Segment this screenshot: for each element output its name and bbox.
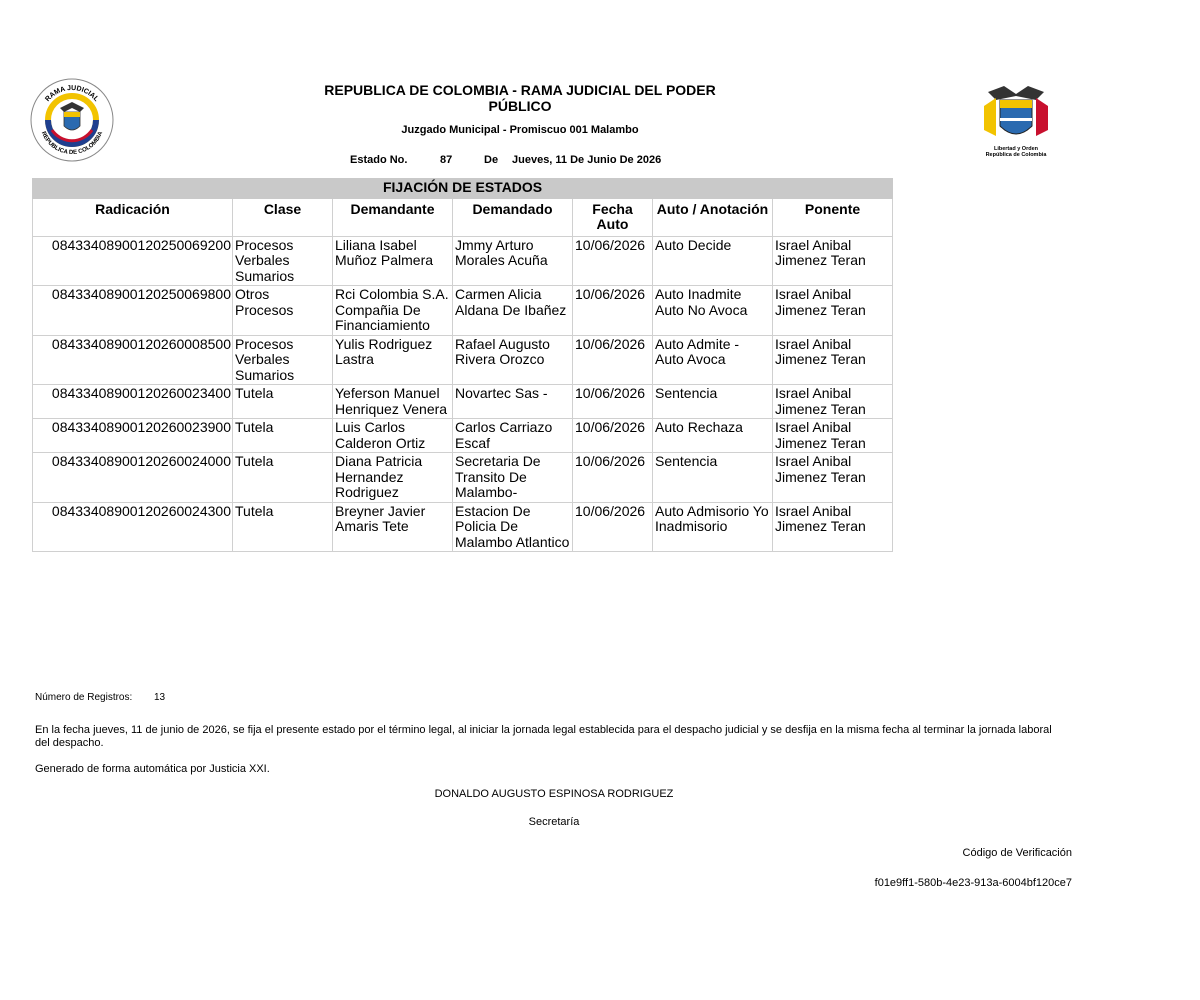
ponente-cell: Israel Anibal Jimenez Teran (773, 453, 893, 503)
table-header-row (33, 198, 893, 236)
svg-text:REPUBLICA DE COLOMBIA: REPUBLICA DE COLOMBIA (39, 130, 105, 157)
table-row (33, 419, 893, 453)
anotacion-cell: Sentencia (653, 453, 773, 503)
radicacion-cell: 08433408900120260024300 (33, 502, 233, 552)
anotacion-cell: Auto Admite - Auto Avoca (653, 335, 773, 385)
radicacion-cell: 08433408900120260008500 (33, 335, 233, 385)
ponente-cell: Israel Anibal Jimenez Teran (773, 335, 893, 385)
demandado-cell: Secretaria De Transito De Malambo- (453, 453, 573, 503)
records-value: 13 (154, 692, 166, 703)
anotacion-cell: Auto Inadmite Auto No Avoca (653, 286, 773, 336)
radicacion-cell: 08433408900120260023900 (33, 419, 233, 453)
column-header: Clase (233, 198, 333, 236)
svg-text:RAMA JUDICIAL: RAMA JUDICIAL (44, 84, 100, 104)
court-name: Juzgado Municipal - Promiscuo 001 Malambo (401, 124, 639, 136)
fecha-auto-cell: 10/06/2026 (573, 453, 653, 503)
clase-cell: Otros Procesos (233, 286, 333, 336)
fecha-auto-cell: 10/06/2026 (573, 385, 653, 419)
rama-judicial-seal (30, 78, 114, 162)
legal-paragraph: En la fecha jueves, 11 de junio de 2026, se fija el presente estado por el término legal, al iniciar la jornada legal establecida para el despacho judicial y se desfija en la misma fecha al terminar la jornada laboral del despacho. (35, 724, 1052, 749)
ponente-cell: Israel Anibal Jimenez Teran (773, 236, 893, 286)
demandado-cell: Jmmy Arturo Morales Acuña (453, 236, 573, 286)
demandado-cell: Rafael Augusto Rivera Orozco (453, 335, 573, 385)
ponente-cell: Israel Anibal Jimenez Teran (773, 502, 893, 552)
column-header: Ponente (773, 198, 893, 236)
fecha-auto-cell: 10/06/2026 (573, 502, 653, 552)
table-banner: FIJACIÓN DE ESTADOS (33, 179, 893, 199)
estados-table (32, 178, 893, 552)
verification-code: f01e9ff1-580b-4e23-913a-6004bf120ce7 (874, 877, 1072, 889)
de-label: De (484, 154, 499, 166)
demandante-cell: Yulis Rodriguez Lastra (333, 335, 453, 385)
table-row (33, 236, 893, 286)
estado-label: Estado No. (350, 154, 408, 166)
records-label: Número de Registros: (35, 692, 133, 703)
signatory-role: Secretaría (528, 816, 580, 828)
column-header: Demandado (453, 198, 573, 236)
demandante-cell: Yeferson Manuel Henriquez Venera (333, 385, 453, 419)
clase-cell: Tutela (233, 419, 333, 453)
table-row (33, 385, 893, 419)
demandante-cell: Rci Colombia S.A. Compañia De Financiamiento (333, 286, 453, 336)
demandante-cell: Breyner Javier Amaris Tete (333, 502, 453, 552)
column-header: Radicación (33, 198, 233, 236)
demandado-cell: Novartec Sas - (453, 385, 573, 419)
coat-of-arms-country: República de Colombia (985, 152, 1047, 158)
demandante-cell: Luis Carlos Calderon Ortiz (333, 419, 453, 453)
anotacion-cell: Auto Rechaza (653, 419, 773, 453)
radicacion-cell: 08433408900120260023400 (33, 385, 233, 419)
anotacion-cell: Auto Admisorio Yo Inadmisorio (653, 502, 773, 552)
anotacion-cell: Auto Decide (653, 236, 773, 286)
records-count (35, 692, 165, 703)
ponente-cell: Israel Anibal Jimenez Teran (773, 286, 893, 336)
generated-note: Generado de forma automática por Justicia XXI. (35, 763, 270, 775)
ponente-cell: Israel Anibal Jimenez Teran (773, 385, 893, 419)
demandante-cell: Diana Patricia Hernandez Rodriguez (333, 453, 453, 503)
clase-cell: Tutela (233, 385, 333, 419)
anotacion-cell: Sentencia (653, 385, 773, 419)
table-row (33, 286, 893, 336)
table-row (33, 453, 893, 503)
demandante-cell: Liliana Isabel Muñoz Palmera (333, 236, 453, 286)
verification-label: Código de Verificación (962, 847, 1072, 859)
radicacion-cell: 08433408900120250069200 (33, 236, 233, 286)
fecha-auto-cell: 10/06/2026 (573, 286, 653, 336)
table-row (33, 335, 893, 385)
column-header: Fecha Auto (573, 198, 653, 236)
fecha-auto-cell: 10/06/2026 (573, 236, 653, 286)
radicacion-cell: 08433408900120260024000 (33, 453, 233, 503)
fecha-auto-cell: 10/06/2026 (573, 335, 653, 385)
coat-of-arms-motto: Libertad y Orden (993, 146, 1039, 152)
demandado-cell: Estacion De Policia De Malambo Atlantico (453, 502, 573, 552)
clase-cell: Tutela (233, 502, 333, 552)
clase-cell: Tutela (233, 453, 333, 503)
column-header: Demandante (333, 198, 453, 236)
demandado-cell: Carmen Alicia Aldana De Ibañez (453, 286, 573, 336)
signatory-name: DONALDO AUGUSTO ESPINOSA RODRIGUEZ (434, 788, 674, 800)
radicacion-cell: 08433408900120250069800 (33, 286, 233, 336)
clase-cell: Procesos Verbales Sumarios (233, 335, 333, 385)
colombia-coat-of-arms (976, 78, 1056, 160)
clase-cell: Procesos Verbales Sumarios (233, 236, 333, 286)
table-row (33, 502, 893, 552)
fecha-auto-cell: 10/06/2026 (573, 419, 653, 453)
estado-number: 87 (440, 154, 453, 166)
document-title: REPUBLICA DE COLOMBIA - RAMA JUDICIAL DEL PODER PÚBLICO (324, 82, 716, 114)
estado-line (350, 154, 661, 166)
ponente-cell: Israel Anibal Jimenez Teran (773, 419, 893, 453)
demandado-cell: Carlos Carriazo Escaf (453, 419, 573, 453)
estado-date: Jueves, 11 De Junio De 2026 (512, 154, 662, 166)
column-header: Auto / Anotación (653, 198, 773, 236)
